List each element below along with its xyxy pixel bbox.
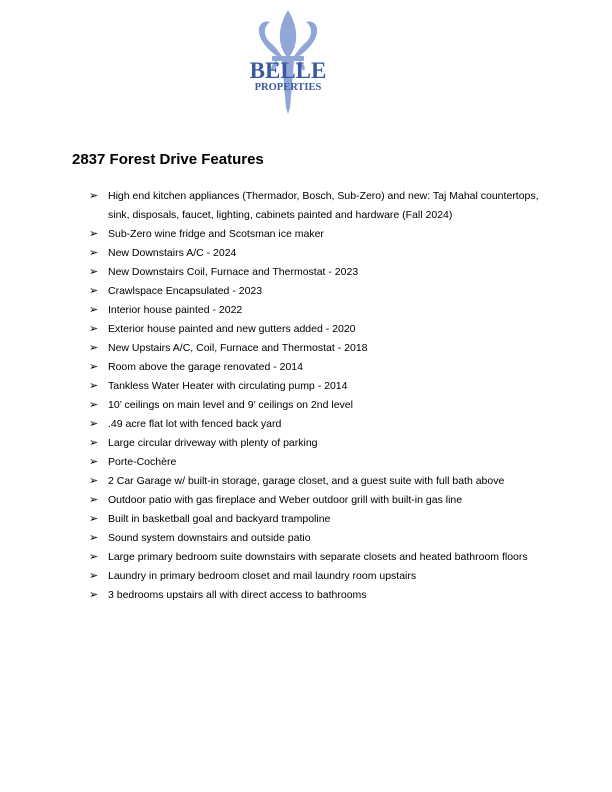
feature-text: Sub-Zero wine fridge and Scotsman ice maker bbox=[108, 228, 324, 240]
feature-text: New Downstairs Coil, Furnace and Thermostat - 2023 bbox=[108, 266, 359, 278]
feature-item bbox=[89, 453, 549, 472]
feature-item bbox=[89, 301, 549, 320]
arrow-bullet-icon: ➢ bbox=[89, 570, 99, 582]
arrow-bullet-icon: ➢ bbox=[89, 323, 99, 335]
feature-text: 3 bedrooms upstairs all with direct access to bathrooms bbox=[108, 589, 367, 601]
feature-text: Laundry in primary bedroom closet and mail laundry room upstairs bbox=[108, 570, 417, 582]
feature-text: Built in basketball goal and backyard trampoline bbox=[108, 513, 331, 525]
arrow-bullet-icon: ➢ bbox=[89, 228, 99, 240]
arrow-bullet-icon: ➢ bbox=[89, 342, 99, 354]
company-logo bbox=[246, 8, 330, 118]
arrow-bullet-icon: ➢ bbox=[89, 399, 99, 411]
arrow-bullet-icon: ➢ bbox=[89, 285, 99, 297]
logo-text-properties: PROPERTIES bbox=[254, 82, 322, 93]
feature-text: .49 acre flat lot with fenced back yard bbox=[108, 418, 282, 430]
arrow-bullet-icon: ➢ bbox=[89, 380, 99, 392]
feature-text: 10’ ceilings on main level and 9’ ceilings on 2nd level bbox=[108, 399, 353, 411]
feature-text: Interior house painted - 2022 bbox=[108, 304, 243, 316]
page-title: 2837 Forest Drive Features bbox=[72, 151, 264, 168]
feature-item bbox=[89, 586, 549, 605]
arrow-bullet-icon: ➢ bbox=[89, 456, 99, 468]
feature-text: Outdoor patio with gas fireplace and Weber outdoor grill with built-in gas line bbox=[108, 494, 463, 506]
feature-item bbox=[89, 510, 549, 529]
feature-text: Crawlspace Encapsulated - 2023 bbox=[108, 285, 263, 297]
feature-item bbox=[89, 548, 549, 567]
arrow-bullet-icon: ➢ bbox=[89, 551, 99, 563]
feature-text: 2 Car Garage w/ built-in storage, garage closet, and a guest suite with full bath above bbox=[108, 475, 505, 487]
feature-item bbox=[89, 415, 549, 434]
feature-item bbox=[89, 472, 549, 491]
feature-text: New Upstairs A/C, Coil, Furnace and Thermostat - 2018 bbox=[108, 342, 368, 354]
feature-item bbox=[89, 282, 549, 301]
feature-text: Room above the garage renovated - 2014 bbox=[108, 361, 303, 373]
feature-item bbox=[89, 225, 549, 244]
feature-text: Exterior house painted and new gutters added - 2020 bbox=[108, 323, 356, 335]
feature-item bbox=[89, 187, 549, 225]
feature-item bbox=[89, 529, 549, 548]
feature-item bbox=[89, 396, 549, 415]
arrow-bullet-icon: ➢ bbox=[89, 190, 99, 202]
feature-item bbox=[89, 434, 549, 453]
arrow-bullet-icon: ➢ bbox=[89, 589, 99, 601]
feature-text: Porte-Cochère bbox=[108, 456, 177, 468]
arrow-bullet-icon: ➢ bbox=[89, 266, 99, 278]
arrow-bullet-icon: ➢ bbox=[89, 304, 99, 316]
arrow-bullet-icon: ➢ bbox=[89, 247, 99, 259]
feature-item bbox=[89, 263, 549, 282]
feature-item bbox=[89, 567, 549, 586]
feature-text: Tankless Water Heater with circulating pump - 2014 bbox=[108, 380, 348, 392]
feature-text: Large circular driveway with plenty of parking bbox=[108, 437, 318, 449]
feature-text: New Downstairs A/C - 2024 bbox=[108, 247, 237, 259]
feature-item bbox=[89, 244, 549, 263]
arrow-bullet-icon: ➢ bbox=[89, 494, 99, 506]
arrow-bullet-icon: ➢ bbox=[89, 532, 99, 544]
feature-item bbox=[89, 339, 549, 358]
feature-item bbox=[89, 491, 549, 510]
feature-text: Sound system downstairs and outside patio bbox=[108, 532, 311, 544]
features-list bbox=[89, 187, 549, 605]
arrow-bullet-icon: ➢ bbox=[89, 475, 99, 487]
feature-text: Large primary bedroom suite downstairs with separate closets and heated bathroom floors bbox=[108, 551, 528, 563]
arrow-bullet-icon: ➢ bbox=[89, 361, 99, 373]
feature-item bbox=[89, 377, 549, 396]
arrow-bullet-icon: ➢ bbox=[89, 513, 99, 525]
feature-text: High end kitchen appliances (Thermador, Bosch, Sub-Zero) and new: Taj Mahal countertops, sink, disposals, faucet, lighting, cabinets painted and hardware (Fall 2024) bbox=[108, 190, 539, 221]
arrow-bullet-icon: ➢ bbox=[89, 418, 99, 430]
logo-text-belle: BELLE bbox=[249, 58, 327, 83]
feature-item bbox=[89, 358, 549, 377]
arrow-bullet-icon: ➢ bbox=[89, 437, 99, 449]
feature-item bbox=[89, 320, 549, 339]
